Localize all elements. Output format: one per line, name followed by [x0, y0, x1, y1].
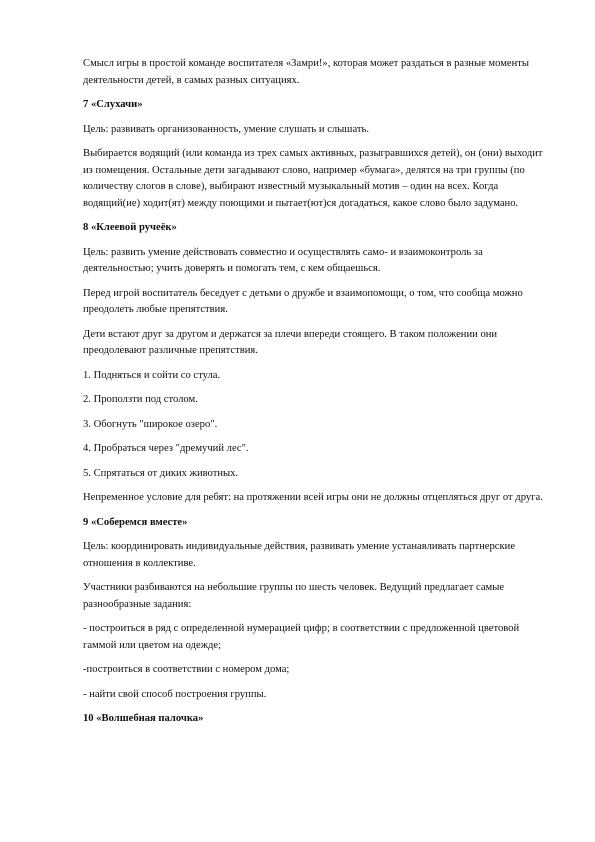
- game-10-heading: 10 «Волшебная палочка»: [83, 713, 204, 724]
- obstacle-list-item: 5. Спрятаться от диких животных.: [83, 467, 239, 479]
- obstacle-list-item: 4. Пробраться через "дремучий лес".: [83, 443, 249, 454]
- game-8-goal: Цель: развить умение действовать совместно и осуществлять само- и взаимоконтроль за деятельностью; учить доверять и помогать тем, с кем общаешься.: [83, 246, 483, 274]
- game-7-goal: Цель: развивать организованность, умение слушать и слышать.: [83, 123, 369, 135]
- game-8-heading: 8 «Клеевой ручеёк»: [83, 222, 177, 233]
- task-list-item: - найти свой способ построения группы.: [83, 688, 267, 700]
- game-8-intro: Перед игрой воспитатель беседует с детьми о дружбе и взаимопомощи, о том, что сообща можно преодолеть любые препятствия.: [83, 287, 523, 315]
- obstacle-list-item: 1. Подняться и сойти со стула.: [83, 369, 221, 381]
- game-8-condition: Непременное условие для ребят: на протяжении всей игры они не должны отцепляться друг от друга.: [83, 492, 543, 503]
- game-8-setup: Дети встают друг за другом и держатся за плечи впереди стоящего. В таком положении они преодолевают различные препятствия.: [83, 328, 498, 356]
- document-page: [83, 56, 553, 736]
- game-9-heading: 9 «Соберемся вместе»: [83, 516, 188, 528]
- task-list-item: - построиться в ряд с определенной нумерацией цифр; в соответствии с предложенной цветовой гаммой или цветом на одежде;: [83, 623, 520, 651]
- game-7-description: Выбирается водящий (или команда из трех самых активных, разыгравшихся детей), он (они) выходит из помещения. Остальные дети загадывают слово, например «бумага», делятся на три группы (по количеству слогов в слове), выбирают известный музыкальный мотив – один на всех. Когда водящий(ие) ходит(ят) между поющими и пытает(ют)ся догадаться, какое слово было задумано.: [83, 148, 543, 209]
- obstacle-list-item: 2. Проползти под столом.: [83, 394, 198, 405]
- intro-paragraph: Смысл игры в простой команде воспитателя «Замри!», которая может раздаться в разные моменты деятельности детей, в самых разных ситуациях.: [83, 58, 530, 86]
- game-7-heading: 7 «Слухачи»: [83, 99, 143, 110]
- task-list-item: -построиться в соответствии с номером дома;: [83, 664, 290, 675]
- game-9-goal: Цель: координировать индивидуальные действия, развивать умение устанавливать партнерские отношения в коллективе.: [83, 541, 516, 569]
- obstacle-list-item: 3. Обогнуть "широкое озеро".: [83, 418, 218, 430]
- game-9-description: Участники разбиваются на небольшие группы по шесть человек. Ведущий предлагает самые разнообразные задания:: [83, 582, 505, 610]
